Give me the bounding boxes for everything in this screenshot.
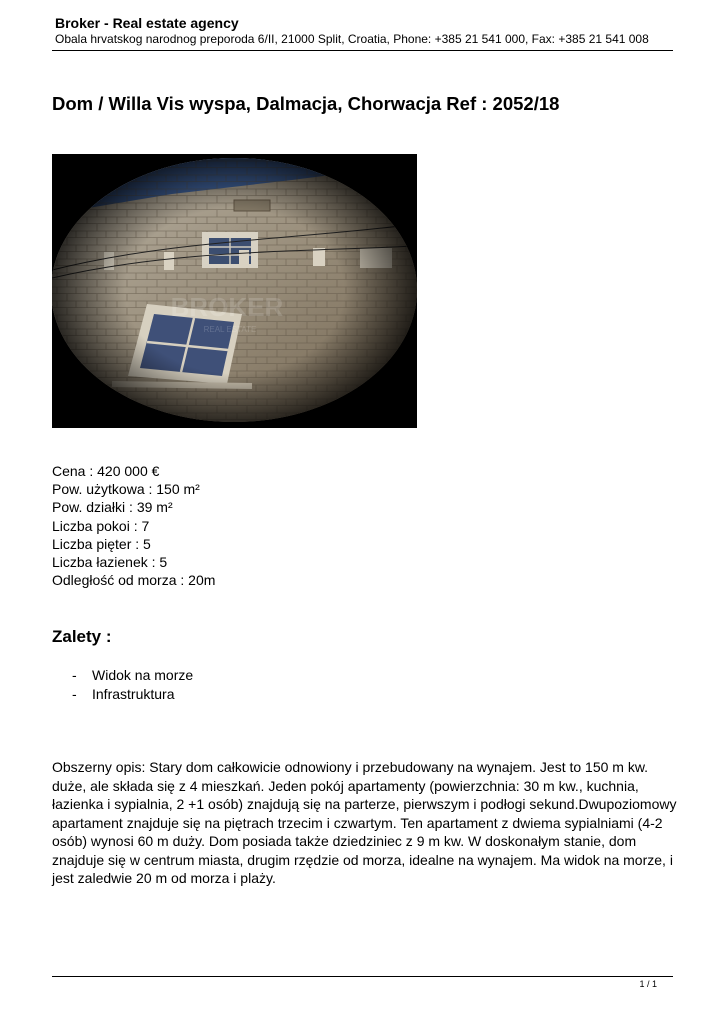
property-facts [52,462,215,589]
fact-price: Cena : 420 000 € [52,463,160,479]
agency-name: Broker - Real estate agency [55,15,239,31]
fact-rooms: Liczba pokoi : 7 [52,517,150,534]
header-divider [52,50,673,51]
page-header [55,15,673,47]
listing-title: Dom / Willa Vis wyspa, Dalmacja, Chorwacja Ref : 2052/18 [52,93,560,114]
bullet-dash: - [72,667,77,683]
advantage-text: Widok na morze [92,667,194,683]
fact-floors: Liczba pięter : 5 [52,535,151,552]
agency-address: Obala hrvatskog narodnog preporoda 6/II, 21000 Split, Croatia, Phone: +385 21 541 000, Fax: +385 21 541 008 [55,32,649,46]
advantages-list [52,666,193,703]
description: Obszerny opis: Stary dom całkowicie odnowiony i przebudowany na wynajem. Jest to 150 m kw. duże, ale składa się z 4 mieszkań. Jeden pokój apartamenty (powierzchnia: 30 m kw., kuchnia, łazienka i sypialnia, 2 +1 osób) znajdują się na parterze, pierwszym i podłogi sekund.Dwupoziomowy apartament znajduje się na piętrach trzecim i czwartym. Ten apartament z dwiema sypialniami (4-2 osób) wynosi 60 m duży. Dom posiada także dziedziniec z 9 m kw. W doskonałym stanie, dom znajduje się w centrum miasta, drugim rzędzie od morza, idealne na wynajem. Ma widok na morze, i jest zaledwie 20 m od morza i plaży. [52,759,677,886]
property-photo [52,154,417,428]
advantages-heading: Zalety : [52,627,112,646]
footer-divider [52,976,673,977]
fact-sea-distance: Odległość od morza : 20m [52,572,216,589]
page-number: 1 / 1 [639,979,657,989]
fact-plot-area: Pow. działki : 39 m² [52,499,173,516]
fact-usable-area: Pow. użytkowa : 150 m² [52,481,200,498]
advantage-text: Infrastruktura [92,685,175,702]
fact-bathrooms: Liczba łazienek : 5 [52,554,168,571]
list-item [52,666,193,685]
list-item [52,685,193,704]
bullet-dash: - [72,685,77,702]
